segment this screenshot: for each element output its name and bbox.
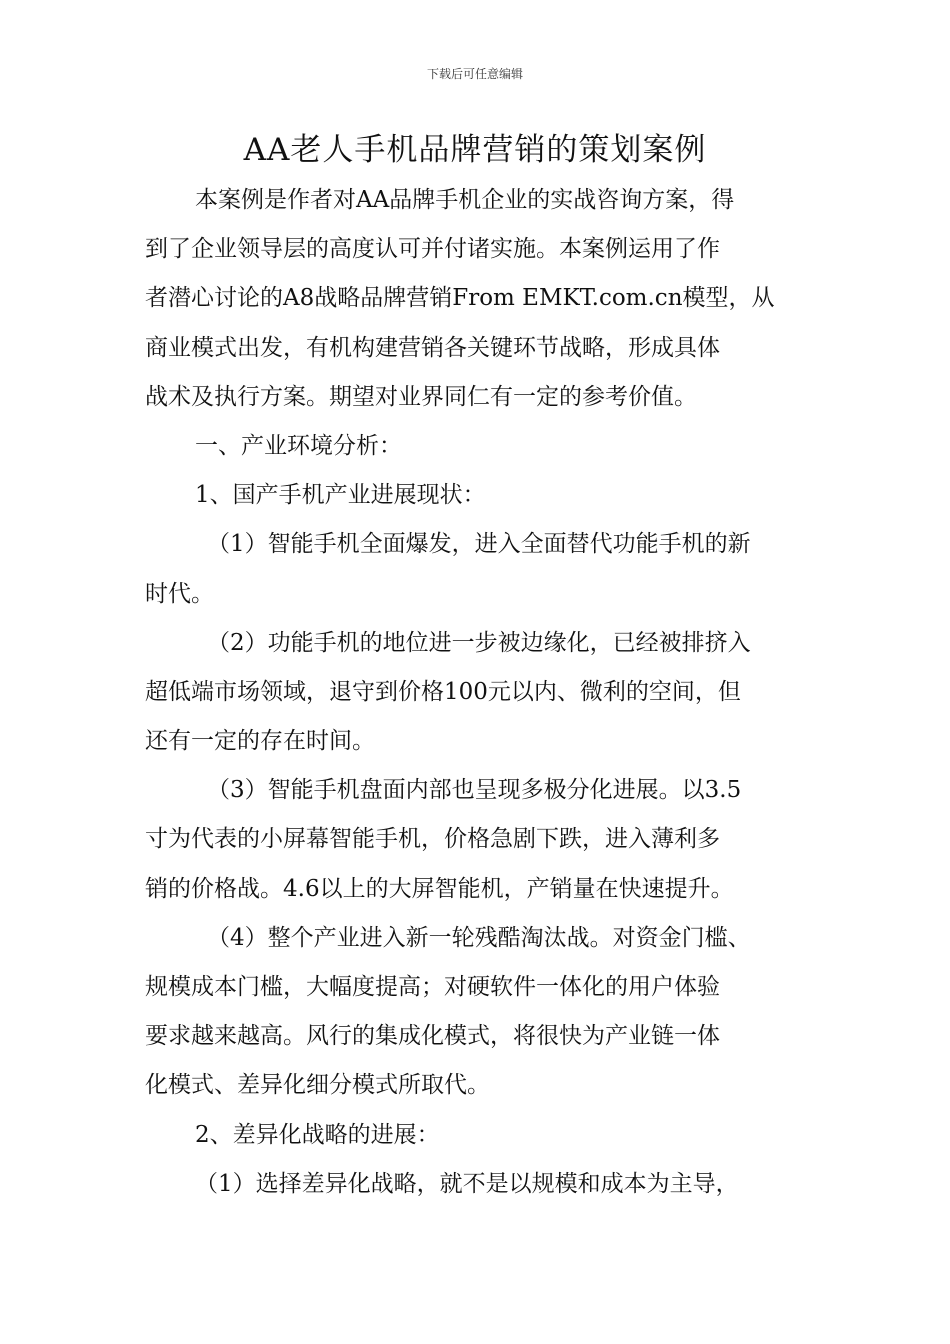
section-heading: 一、产业环境分析： <box>195 432 402 459</box>
paragraph-line: （1）智能手机全面爆发，进入全面替代功能手机的新 <box>207 531 751 558</box>
paragraph-line: （3）智能手机盘面内部也呈现多极分化进展。以3.5 <box>207 777 742 804</box>
subsection-heading: 1、国产手机产业进展现状： <box>195 482 486 509</box>
paragraph-line: 者潜心讨论的A8战略品牌营销From EMKT.com.cn模型，从 <box>145 285 775 312</box>
paragraph-line: 规模成本门槛，大幅度提高；对硬软件一体化的用户体验 <box>145 974 720 1000</box>
paragraph-line: 要求越来越高。风行的集成化模式，将很快为产业链一体 <box>145 1023 720 1050</box>
paragraph-line: 销的价格战。4.6以上的大屏智能机，产销量在快速提升。 <box>145 875 734 902</box>
paragraph-line: （4）整个产业进入新一轮残酷淘汰战。对资金门槛、 <box>207 924 751 951</box>
subsection-heading: 2、差异化战略的进展： <box>195 1121 440 1148</box>
document-title: AA老人手机品牌营销的策划案例 <box>243 132 707 168</box>
paragraph-line: 还有一定的存在时间。 <box>145 728 375 755</box>
page-header-note: 下载后可任意编辑 <box>426 67 523 81</box>
paragraph-line: 超低端市场领域，退守到价格100元以内、微利的空间，但 <box>145 678 741 705</box>
paragraph-line: （2）功能手机的地位进一步被边缘化，已经被排挤入 <box>207 629 751 656</box>
paragraph-line: 寸为代表的小屏幕智能手机，价格急剧下跌，进入薄利多 <box>145 826 720 853</box>
document-body <box>145 176 810 1209</box>
paragraph-line: 化模式、差异化细分模式所取代。 <box>145 1072 490 1099</box>
paragraph-line: 到了企业领导层的高度认可并付诸实施。本案例运用了作 <box>145 236 720 263</box>
paragraph-line: 商业模式出发，有机构建营销各关键环节战略，形成具体 <box>145 334 720 361</box>
paragraph-line: 战术及执行方案。期望对业界同仁有一定的参考价值。 <box>145 383 697 410</box>
paragraph-line: 时代。 <box>145 580 214 607</box>
paragraph-line: 本案例是作者对AA品牌手机企业的实战咨询方案，得 <box>195 187 735 213</box>
paragraph-line: （1）选择差异化战略，就不是以规模和成本为主导， <box>195 1170 739 1197</box>
